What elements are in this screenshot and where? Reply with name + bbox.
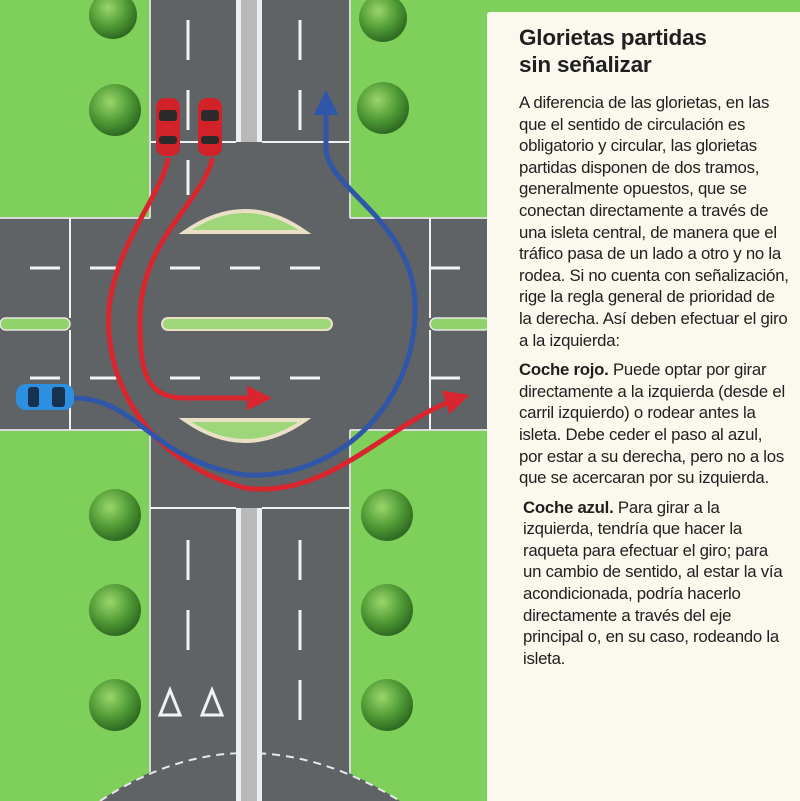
panel-title [519,24,790,78]
blue-car-icon [16,384,74,410]
info-panel [487,12,800,801]
red-car-text: Puede optar por girar directamente a la izquierda (desde el carril izquierdo) o rodear antes la isleta. Debe ceder el paso al azul, por estar a su derecha, pero no a los que se acercaran por su izquierda. [519,360,785,488]
blue-car-paragraph [519,497,790,670]
title-line-2: sin señalizar [519,52,652,77]
title-line-1: Glorietas partidas [519,25,707,50]
blue-car-text: Para girar a la izquierda, tendría que hacer la raqueta para efectuar el giro; para un cambio de sentido, al estar la vía acondicionada, podría hacerlo directamente a través del eje principal o, en su caso, rodeando la isleta. [523,497,783,668]
red-car-paragraph [519,359,790,489]
red-car-label: Coche rojo. [519,360,609,380]
central-isleta [162,318,332,330]
intro-paragraph: A diferencia de las glorietas, en las que el sentido de circulación es obligatorio y circular, las glorietas partidas disponen de dos tramos, generalmente opuestos, que se conectan directamente a través de una isleta central, de manera que el tráfico pasa de un lado a otro y no la rodea. Si no cuenta con señalización, rige la regla general de prioridad de la derecha. Así deben efectuar el giro a la izquierda: [519,93,789,350]
blue-car-label: Coche azul. [523,497,614,517]
